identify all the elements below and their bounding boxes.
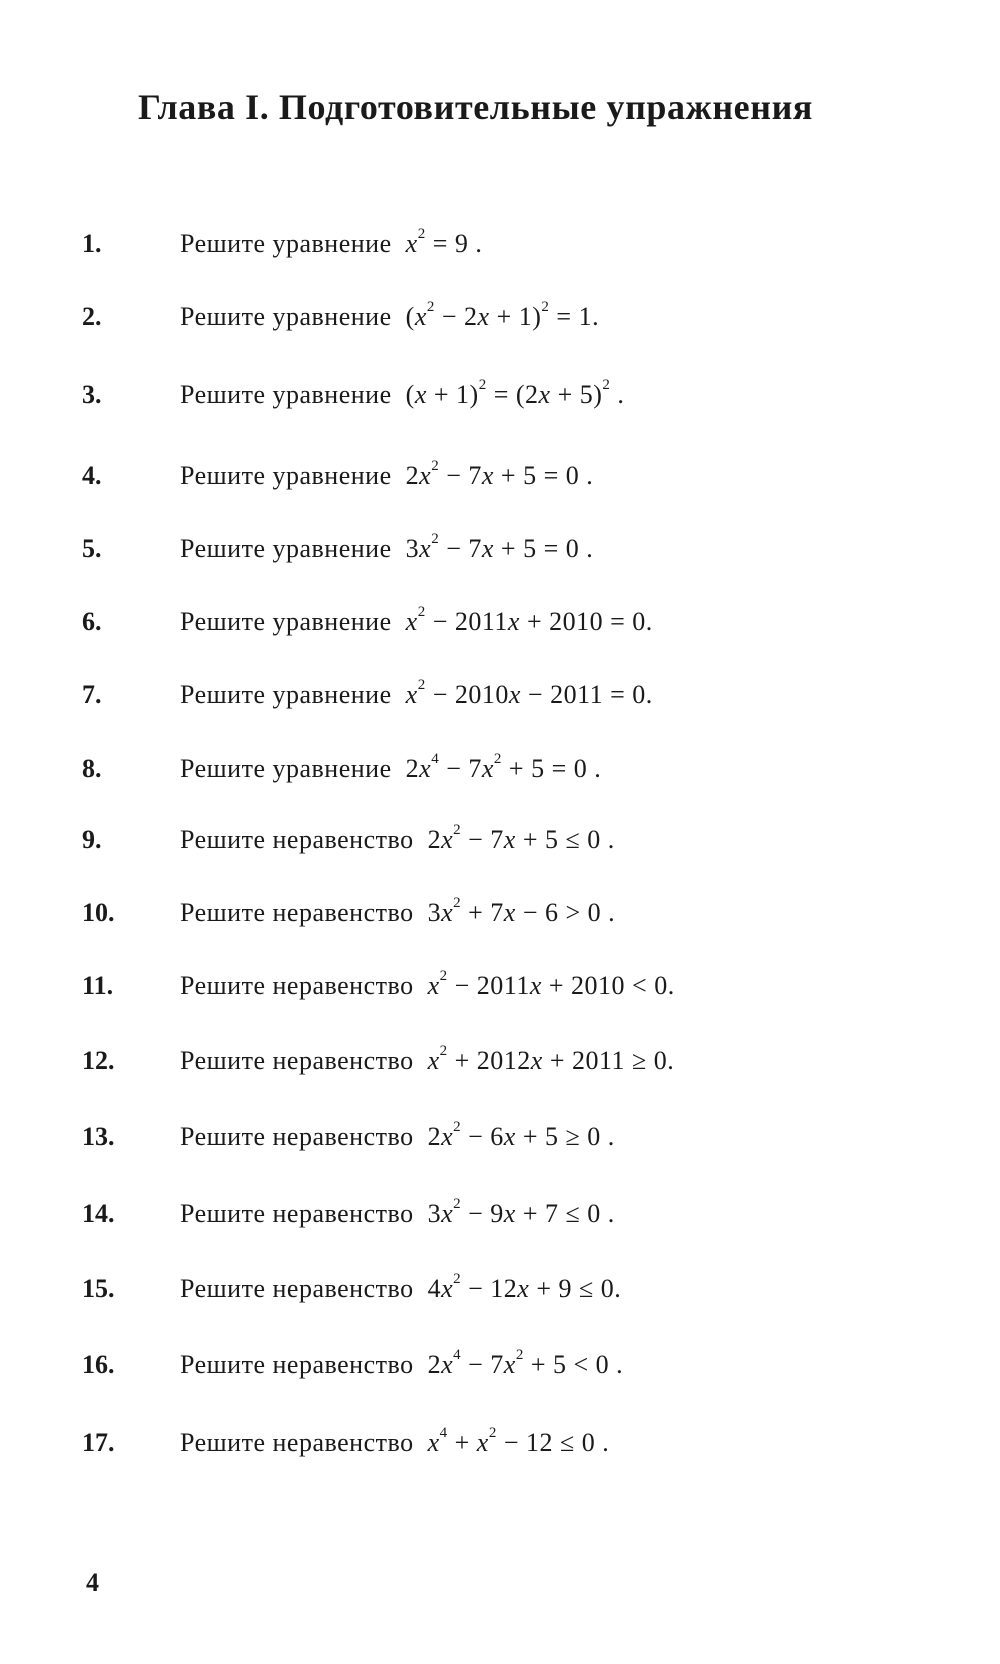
problem-expression: $2x^2 - 7x + 5 \le 0$ .: [427, 822, 615, 854]
problem-expression: $(x^2 - 2x + 1)^2 = 1$.: [405, 299, 600, 331]
problem-item: [0, 1271, 1000, 1314]
problem-text: Решите уравнение: [180, 380, 392, 409]
problem-number: 3.: [82, 380, 102, 409]
problem-expression: $x^2 - 2011x + 2010 < 0$.: [427, 968, 675, 1000]
problem-expression: $2x^2 - 7x + 5 = 0$ .: [405, 458, 594, 490]
problem-text: Решите уравнение: [180, 607, 392, 636]
problem-expression: $x^2 = 9$ .: [405, 226, 483, 258]
problem-number: 9.: [82, 825, 102, 854]
problem-text: Решите неравенство: [180, 1350, 414, 1379]
problem-item: [0, 1425, 1000, 1468]
problem-item: [0, 1119, 1000, 1162]
problem-expression: $3x^2 + 7x - 6 > 0$ .: [427, 895, 616, 927]
problem-text: Решите неравенство: [180, 898, 414, 927]
problem-item: [0, 531, 1000, 574]
problem-number: 5.: [82, 534, 102, 563]
problem-number: 2.: [82, 302, 102, 331]
problem-item: [0, 377, 1000, 420]
problem-item: [0, 968, 1000, 1011]
problem-text: Решите уравнение: [180, 461, 392, 490]
problem-number: 14.: [82, 1199, 115, 1228]
problem-expression: $2x^4 - 7x^2 + 5 = 0$ .: [405, 751, 602, 783]
problem-text: Решите неравенство: [180, 1122, 414, 1151]
problem-item: [0, 1043, 1000, 1086]
problem-item: [0, 822, 1000, 865]
problem-text: Решите уравнение: [180, 534, 392, 563]
problem-item: [0, 1347, 1000, 1390]
problem-text: Решите уравнение: [180, 302, 392, 331]
problem-expression: $2x^4 - 7x^2 + 5 < 0$ .: [427, 1347, 624, 1379]
problem-text: Решите неравенство: [180, 1199, 414, 1228]
problem-expression: $4x^2 - 12x + 9 \le 0$.: [427, 1271, 622, 1303]
problem-text: Решите неравенство: [180, 1274, 414, 1303]
problem-expression: $x^2 - 2011x + 2010 = 0$.: [405, 604, 653, 636]
problem-text: Решите неравенство: [180, 1046, 414, 1075]
problem-item: [0, 751, 1000, 794]
problem-text: Решите неравенство: [180, 971, 414, 1000]
problem-text: Решите уравнение: [180, 680, 392, 709]
problem-expression: $x^2 + 2012x + 2011 \ge 0$.: [427, 1043, 675, 1075]
problem-number: 11.: [82, 971, 114, 1000]
problem-text: Решите неравенство: [180, 1428, 414, 1457]
problem-number: 4.: [82, 461, 102, 490]
problem-text: Решите уравнение: [180, 229, 392, 258]
problem-expression: $x^2 - 2010x - 2011 = 0$.: [405, 677, 653, 709]
problem-item: [0, 226, 1000, 269]
problem-item: [0, 895, 1000, 938]
problem-number: 7.: [82, 680, 102, 709]
problem-item: [0, 1196, 1000, 1239]
problem-item: [0, 677, 1000, 720]
problem-number: 17.: [82, 1428, 115, 1457]
problem-item: [0, 299, 1000, 342]
problem-text: Решите уравнение: [180, 754, 392, 783]
problem-text: Решите неравенство: [180, 825, 414, 854]
problem-number: 12.: [82, 1046, 115, 1075]
page-number: 4: [86, 1568, 99, 1597]
problem-item: [0, 604, 1000, 647]
problem-expression: $3x^2 - 7x + 5 = 0$ .: [405, 531, 594, 563]
problem-number: 1.: [82, 229, 102, 258]
problem-number: 16.: [82, 1350, 115, 1379]
problem-number: 8.: [82, 754, 102, 783]
problem-expression: $x^4 + x^2 - 12 \le 0$ .: [427, 1425, 610, 1457]
problem-number: 13.: [82, 1122, 115, 1151]
problem-item: [0, 458, 1000, 501]
chapter-title: Глава I. Подготовительные упражнения: [138, 87, 814, 127]
problem-number: 15.: [82, 1274, 115, 1303]
problem-expression: $(x + 1)^2 = (2x + 5)^2$ .: [405, 377, 625, 409]
problem-number: 10.: [82, 898, 115, 927]
problem-number: 6.: [82, 607, 102, 636]
problem-expression: $3x^2 - 9x + 7 \le 0$ .: [427, 1196, 615, 1228]
problem-expression: $2x^2 - 6x + 5 \ge 0$ .: [427, 1119, 615, 1151]
